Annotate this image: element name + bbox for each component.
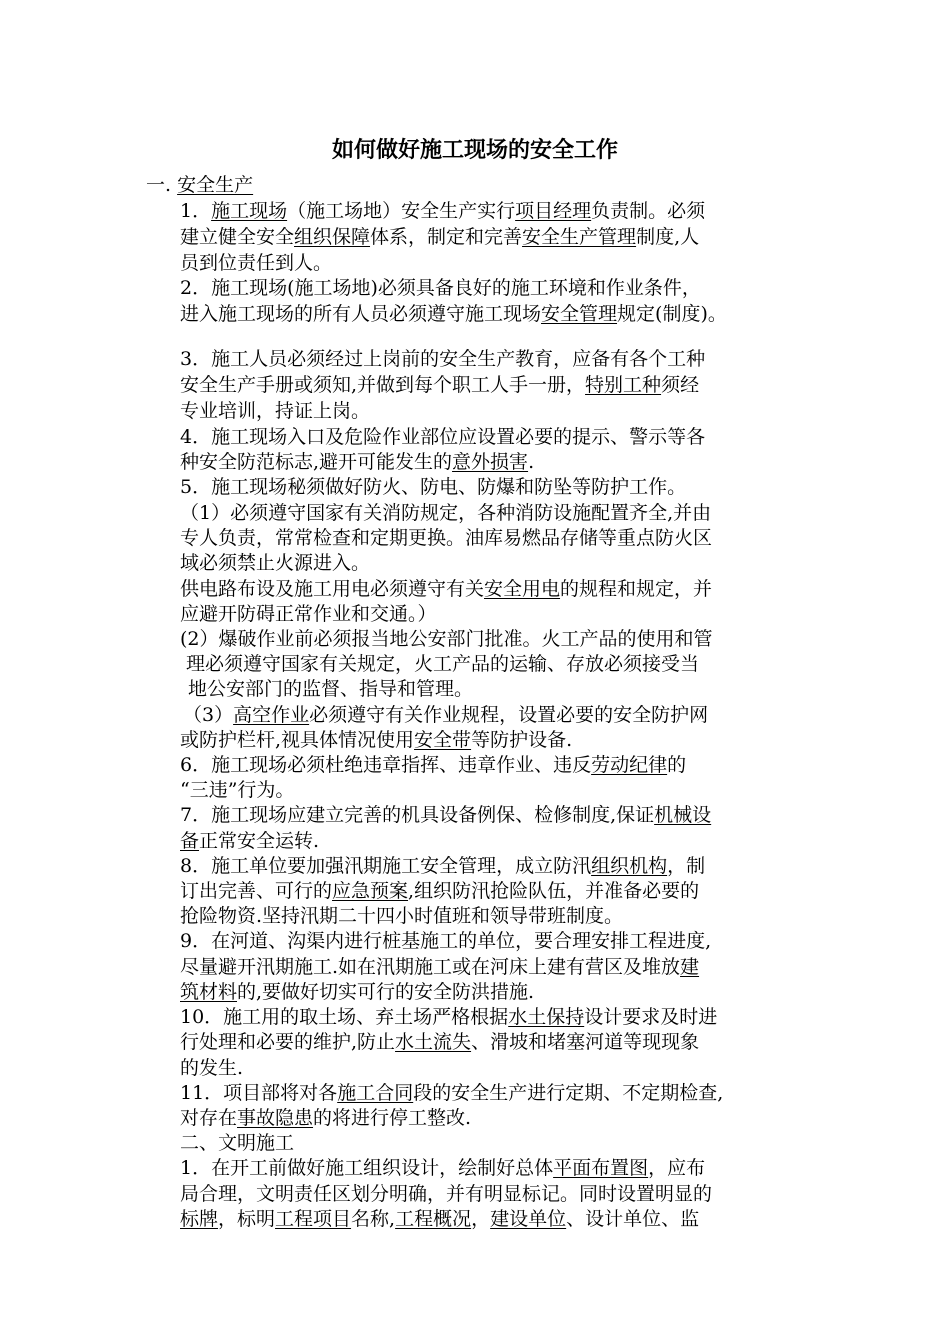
text-segment: 规定(制度)。 — [617, 303, 727, 325]
text-segment: 6．施工现场必须杜绝违章指挥、违章作业、违反 — [180, 754, 592, 776]
text-segment: ， — [471, 1208, 491, 1230]
text-segment: 地公安部门的监督、指导和管理。 — [188, 678, 474, 700]
text-line — [180, 250, 332, 276]
text-line — [180, 398, 370, 424]
text-segment: 抢险物资.坚持汛期二十四小时值班和领导带班制度。 — [180, 905, 624, 927]
text-line — [180, 1130, 294, 1156]
text-segment: 员到位责任到人。 — [180, 252, 333, 274]
text-segment: ,组织防汛抢险队伍，并准备必要的 — [408, 880, 700, 902]
text-segment: 一. — [146, 174, 178, 196]
text-line — [180, 346, 705, 372]
text-segment: 的发生. — [180, 1057, 244, 1079]
text-segment: 段的安全生产进行定期、不定期检查, — [413, 1082, 724, 1104]
text-segment: 的 — [667, 754, 687, 776]
underlined-term: 高空作业 — [233, 704, 310, 726]
underlined-term: 安全带 — [414, 729, 472, 751]
underlined-term: 安全用电 — [484, 578, 561, 600]
text-segment: 供电路布设及施工用电必须遵守有关 — [180, 578, 485, 600]
underlined-term: 水土保持 — [508, 1006, 585, 1028]
text-line — [186, 651, 699, 677]
underlined-term: 平面布置图 — [553, 1157, 649, 1179]
text-line — [180, 275, 701, 301]
underlined-term: 特别工种 — [585, 374, 662, 396]
text-segment: 种安全防范标志,避开可能发生的 — [180, 451, 453, 473]
text-line — [180, 1206, 699, 1232]
text-segment: 1．在开工前做好施工组织设计，绘制好总体 — [180, 1157, 554, 1179]
text-segment: 5．施工现场秘须做好防火、防电、防爆和防坠等防护工作。 — [180, 476, 687, 498]
text-segment: 专人负责，常常检查和定期更换。油库易燃品存储等重点防火区 — [180, 527, 713, 549]
text-segment: 对存在 — [180, 1107, 238, 1129]
text-segment: （3） — [183, 704, 234, 726]
underlined-term: 施工现场 — [211, 200, 288, 222]
underlined-term: 标牌 — [180, 1208, 219, 1230]
text-line — [146, 172, 253, 198]
underlined-term: 水土流失 — [395, 1031, 472, 1053]
text-line — [180, 727, 572, 753]
text-segment: 体系，制定和完善 — [370, 226, 523, 248]
underlined-term: 安全生产管理 — [522, 226, 637, 248]
text-line — [180, 853, 705, 879]
text-segment: 的将进行停工整改. — [313, 1107, 472, 1129]
text-segment: 名称, — [351, 1208, 396, 1230]
underlined-term: 事故隐患 — [237, 1107, 314, 1129]
text-line — [180, 1080, 723, 1106]
text-line — [180, 626, 713, 652]
text-segment: (2）爆破作业前必须报当地公安部门批准。火工产品的使用和管 — [180, 628, 713, 650]
text-line — [180, 903, 623, 929]
text-line — [180, 928, 711, 954]
underlined-term: 项目经理 — [515, 200, 592, 222]
text-line — [180, 198, 705, 224]
underlined-term: 筑材料 — [180, 981, 238, 1003]
text-line — [180, 1055, 243, 1081]
underlined-term: 组织机构 — [591, 855, 668, 877]
text-line — [180, 500, 711, 526]
text-segment: 必须遵守有关作业规程，设置必要的安全防护网 — [309, 704, 709, 726]
underlined-term: 建 — [680, 956, 700, 978]
text-segment: 须经 — [661, 374, 700, 396]
text-line — [180, 1004, 717, 1030]
text-segment: 8．施工单位要加强汛期施工安全管理，成立防汛 — [180, 855, 592, 877]
text-segment: “三违”行为。 — [180, 779, 295, 801]
underlined-term: 应急预案 — [332, 880, 409, 902]
underlined-term: 意外损害 — [452, 451, 529, 473]
text-segment: 4．施工现场入口及危险作业部位应设置必要的提示、警示等各 — [180, 426, 706, 448]
underlined-term: 组织保障 — [294, 226, 371, 248]
underlined-term: 劳动纪律 — [591, 754, 668, 776]
text-line — [180, 550, 370, 576]
text-line — [188, 676, 473, 702]
underlined-term: 安全生产 — [177, 174, 254, 196]
text-line — [180, 224, 699, 250]
underlined-term: 备 — [180, 830, 200, 852]
text-segment: 设计要求及时进 — [584, 1006, 718, 1028]
underlined-term: 机械设 — [654, 804, 712, 826]
text-line — [180, 372, 699, 398]
text-segment: 建立健全安全 — [180, 226, 295, 248]
text-segment: （施工场地）安全生产实行 — [287, 200, 516, 222]
text-line — [180, 752, 686, 778]
document-title: 如何做好施工现场的安全工作 — [331, 137, 618, 163]
text-segment: 专业培训，持证上岗。 — [180, 400, 371, 422]
text-segment: 、设计单位、监 — [566, 1208, 700, 1230]
text-segment: 进入施工现场的所有人员必须遵守施工现场 — [180, 303, 542, 325]
text-line — [180, 802, 711, 828]
text-segment: 9．在河道、沟渠内进行桩基施工的单位，要合理安排工程进度, — [180, 930, 712, 952]
text-line — [180, 1155, 705, 1181]
text-segment: 域必须禁止火源进入。 — [180, 552, 371, 574]
text-segment: ，制 — [667, 855, 706, 877]
text-line — [180, 777, 294, 803]
text-segment: 的规程和规定，并 — [560, 578, 713, 600]
text-line — [183, 702, 708, 728]
text-line — [180, 301, 727, 327]
text-line — [180, 1105, 471, 1131]
text-line — [180, 424, 705, 450]
text-segment: 负责制。必须 — [591, 200, 706, 222]
text-segment: 安全生产手册或须知,并做到每个职工人手一册， — [180, 374, 586, 396]
text-line — [180, 979, 534, 1005]
text-line — [180, 601, 437, 627]
text-segment: 局合理，文明责任区划分明确，并有明显标记。同时设置明显的 — [180, 1183, 713, 1205]
text-segment: 11．项目部将对各 — [180, 1082, 338, 1104]
text-segment: 10．施工用的取土场、弃土场严格根据 — [180, 1006, 509, 1028]
underlined-term: 工程概况 — [395, 1208, 472, 1230]
text-segment: 理必须遵守国家有关规定，火工产品的运输、存放必须接受当 — [186, 653, 700, 675]
text-segment: 3．施工人员必须经过上岗前的安全生产教育，应备有各个工种 — [180, 348, 706, 370]
text-segment: 订出完善、可行的 — [180, 880, 333, 902]
text-segment: 的,要做好切实可行的安全防洪措施. — [237, 981, 535, 1003]
text-segment: 正常安全运转. — [199, 830, 320, 852]
text-line — [180, 449, 534, 475]
text-segment: 1． — [180, 200, 212, 222]
text-line — [180, 525, 712, 551]
text-line — [180, 828, 319, 854]
underlined-term: 安全管理 — [541, 303, 618, 325]
text-line — [180, 878, 699, 904]
text-segment: 、滑坡和堵塞河道等现现象 — [471, 1031, 700, 1053]
underlined-term: 建设单位 — [490, 1208, 567, 1230]
text-segment: 2．施工现场(施工场地)必须具备良好的施工环境和作业条件， — [180, 277, 701, 299]
text-segment: （1）必须遵守国家有关消防规定，各种消防设施配置齐全,并由 — [180, 502, 712, 524]
text-line — [180, 576, 712, 602]
text-line — [180, 954, 699, 980]
text-segment: 行处理和必要的维护,防止 — [180, 1031, 396, 1053]
text-segment: 等防护设备. — [471, 729, 573, 751]
underlined-term: 工程项目 — [275, 1208, 352, 1230]
text-segment: 制度,人 — [636, 226, 700, 248]
text-line — [180, 1181, 712, 1207]
text-segment: ，应布 — [648, 1157, 706, 1179]
text-segment: 7．施工现场应建立完善的机具设备例保、检修制度,保证 — [180, 804, 655, 826]
text-segment: 尽量避开汛期施工.如在汛期施工或在河床上建有营区及堆放 — [180, 956, 681, 978]
text-segment: 二、文明施工 — [180, 1132, 295, 1154]
text-segment: 应避开防碍正常作业和交通。） — [180, 603, 437, 625]
underlined-term: 施工合同 — [337, 1082, 414, 1104]
text-segment: . — [528, 451, 535, 473]
text-line — [180, 474, 686, 500]
text-line — [180, 1029, 699, 1055]
text-segment: ，标明 — [218, 1208, 276, 1230]
text-segment: 或防护栏杆,视具体情况使用 — [180, 729, 415, 751]
